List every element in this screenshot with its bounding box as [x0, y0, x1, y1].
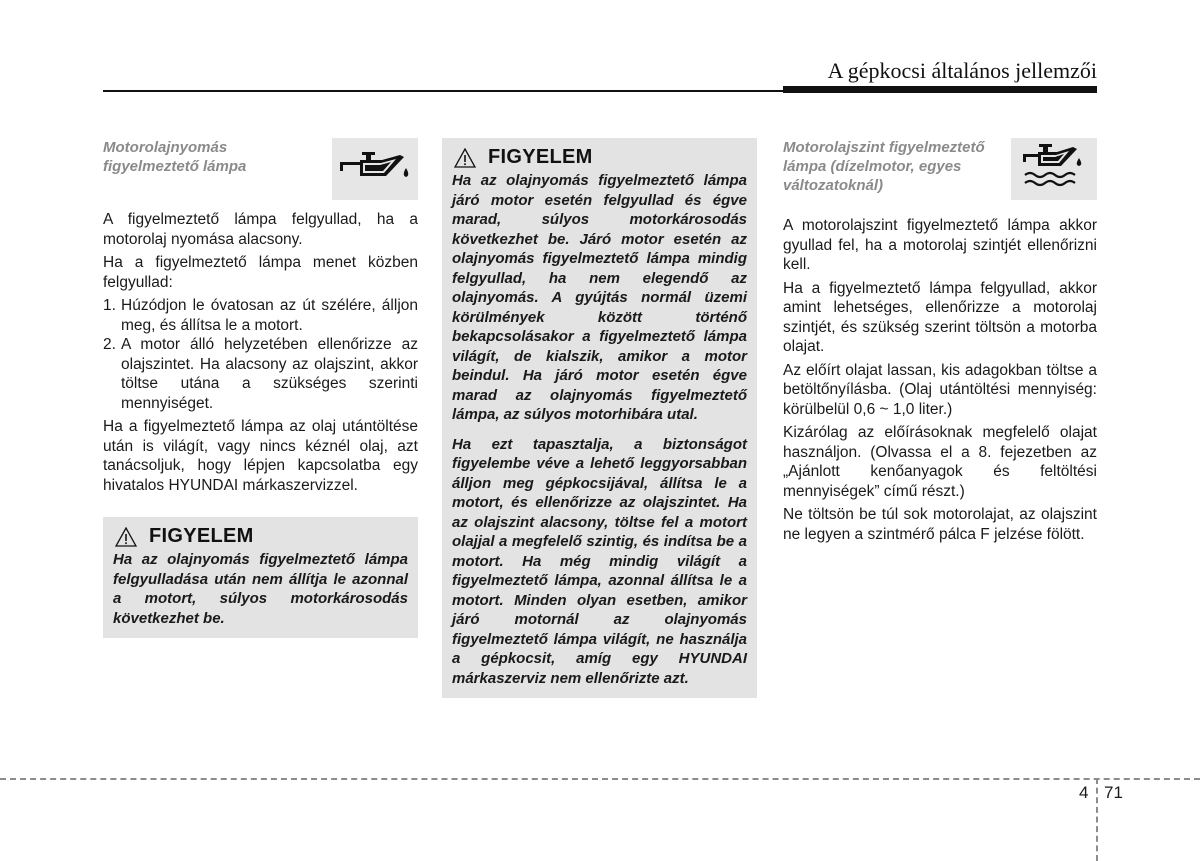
paragraph: Ha a figyelmeztető lámpa felgyullad, akkor amint lehetséges, ellenőrizze a motorolaj szintjét, és szükség szerint töltsön a motorba olajat.	[783, 279, 1097, 355]
warning-text: Ha az olajnyomás figyelmeztető lámpa járó motor esetén felgyullad és égve marad, súlyos motorkárosodás következhet be. Járó motor esetén az olajnyomás figyelmeztető lámpa mindig felgyullad, ha nem elegendő az olajnyomás. A gyújtás normál üzemi körülmények között történő bekapcsolásakor a figyelmeztető lámpa világít, de kialszik, amikor a motor beindul. Ha járó motor esetén égve marad az olajnyomás figyelmeztető lámpa, az súlyos motorhibára utal.	[452, 172, 747, 423]
warning-title: FIGYELEM	[149, 525, 254, 548]
warning-box	[103, 517, 418, 638]
steps-list	[103, 296, 418, 413]
oil-level-icon	[1011, 138, 1097, 200]
list-item	[103, 296, 418, 335]
list-text: Húzódjon le óvatosan az út szélére, álljon meg, és állítsa le a motort.	[121, 297, 418, 334]
chapter-number: 4	[1079, 783, 1089, 802]
list-item	[103, 335, 418, 413]
section-header-oil-pressure	[103, 138, 418, 200]
footer-vertical-divider	[1096, 778, 1098, 861]
section-title: Motorolajszint figyelmeztető lámpa (dízelmotor, egyes változatoknál)	[783, 139, 985, 194]
column-middle	[442, 138, 757, 698]
paragraph: A motorolajszint figyelmeztető lámpa akkor gyullad fel, ha a motorolaj szintjét ellenőrizni kell.	[783, 217, 1097, 273]
list-number: 2.	[103, 336, 116, 353]
list-number: 1.	[103, 297, 116, 314]
warning-header	[452, 148, 747, 168]
warning-triangle-icon	[454, 148, 476, 168]
header-bar	[783, 86, 1097, 93]
list-text: A motor álló helyzetében ellenőrizze az olajszintet. Ha alacsony az olajszint, akkor töltse utána a szükséges szerinti mennyiséget.	[121, 336, 418, 412]
section-header-oil-level	[783, 138, 1097, 200]
paragraph: Ne töltsön be túl sok motorolajat, az olajszint ne legyen a szintmérő pálca F jelzése fölött.	[783, 506, 1097, 543]
column-right	[783, 138, 1097, 548]
footer-divider	[0, 778, 1200, 780]
paragraph: Ha a figyelmeztető lámpa menet közben felgyullad:	[103, 254, 418, 291]
warning-box	[442, 138, 757, 698]
warning-text: Ha az olajnyomás figyelmeztető lámpa felgyulladása után nem állítja le azonnal a motort, súlyos motorkárosodás következhet be.	[113, 551, 408, 627]
warning-text: Ha ezt tapasztalja, a biztonságot figyelembe véve a lehető leggyorsabban álljon meg gépkocsijával, állítsa le a motort, és ellenőrizze az olajszintet. Ha az olajszint alacsony, töltse fel a motort olajjal a megfelelő szintig, és indítsa be a motort. Ha még mindig világít a figyelmeztető lámpa, azonnal állítsa le a motort. Minden olyan esetben, amikor járó motornál az olajnyomás figyelmeztető lámpa világít, ne használja a gépkocsit, amíg egy HYUNDAI márkaszerviz nem ellenőrizte azt.	[452, 435, 747, 687]
column-left	[103, 138, 418, 638]
warning-title: FIGYELEM	[488, 146, 593, 169]
page-number: 71	[1104, 783, 1123, 802]
paragraph: A figyelmeztető lámpa felgyullad, ha a motorolaj nyomása alacsony.	[103, 211, 418, 248]
section-title: Motorolajnyomás figyelmeztető lámpa	[103, 139, 247, 175]
paragraph: Kizárólag az előírásoknak megfelelő olajat használjon. (Olvassa el a 8. fejezetben az „Ajánlott kenőanyagok és feltöltési mennyiségek” című részt.)	[783, 424, 1097, 500]
page-header-title: A gépkocsi általános jellemzői	[827, 58, 1097, 83]
paragraph: Ha a figyelmeztető lámpa az olaj utántöltése után is világít, vagy nincs kéznél olaj, azt tanácsoljuk, hogy lépjen kapcsolatba egy hivatalos HYUNDAI márkaszervizzel.	[103, 418, 418, 494]
warning-triangle-icon	[115, 527, 137, 547]
warning-header	[113, 527, 408, 547]
paragraph: Az előírt olajat lassan, kis adagokban töltse a betöltőnyílásba. (Olaj utántöltési mennyiség: körülbelül 0,6 ~ 1,0 liter.)	[783, 361, 1097, 418]
oil-pressure-icon	[332, 138, 418, 200]
